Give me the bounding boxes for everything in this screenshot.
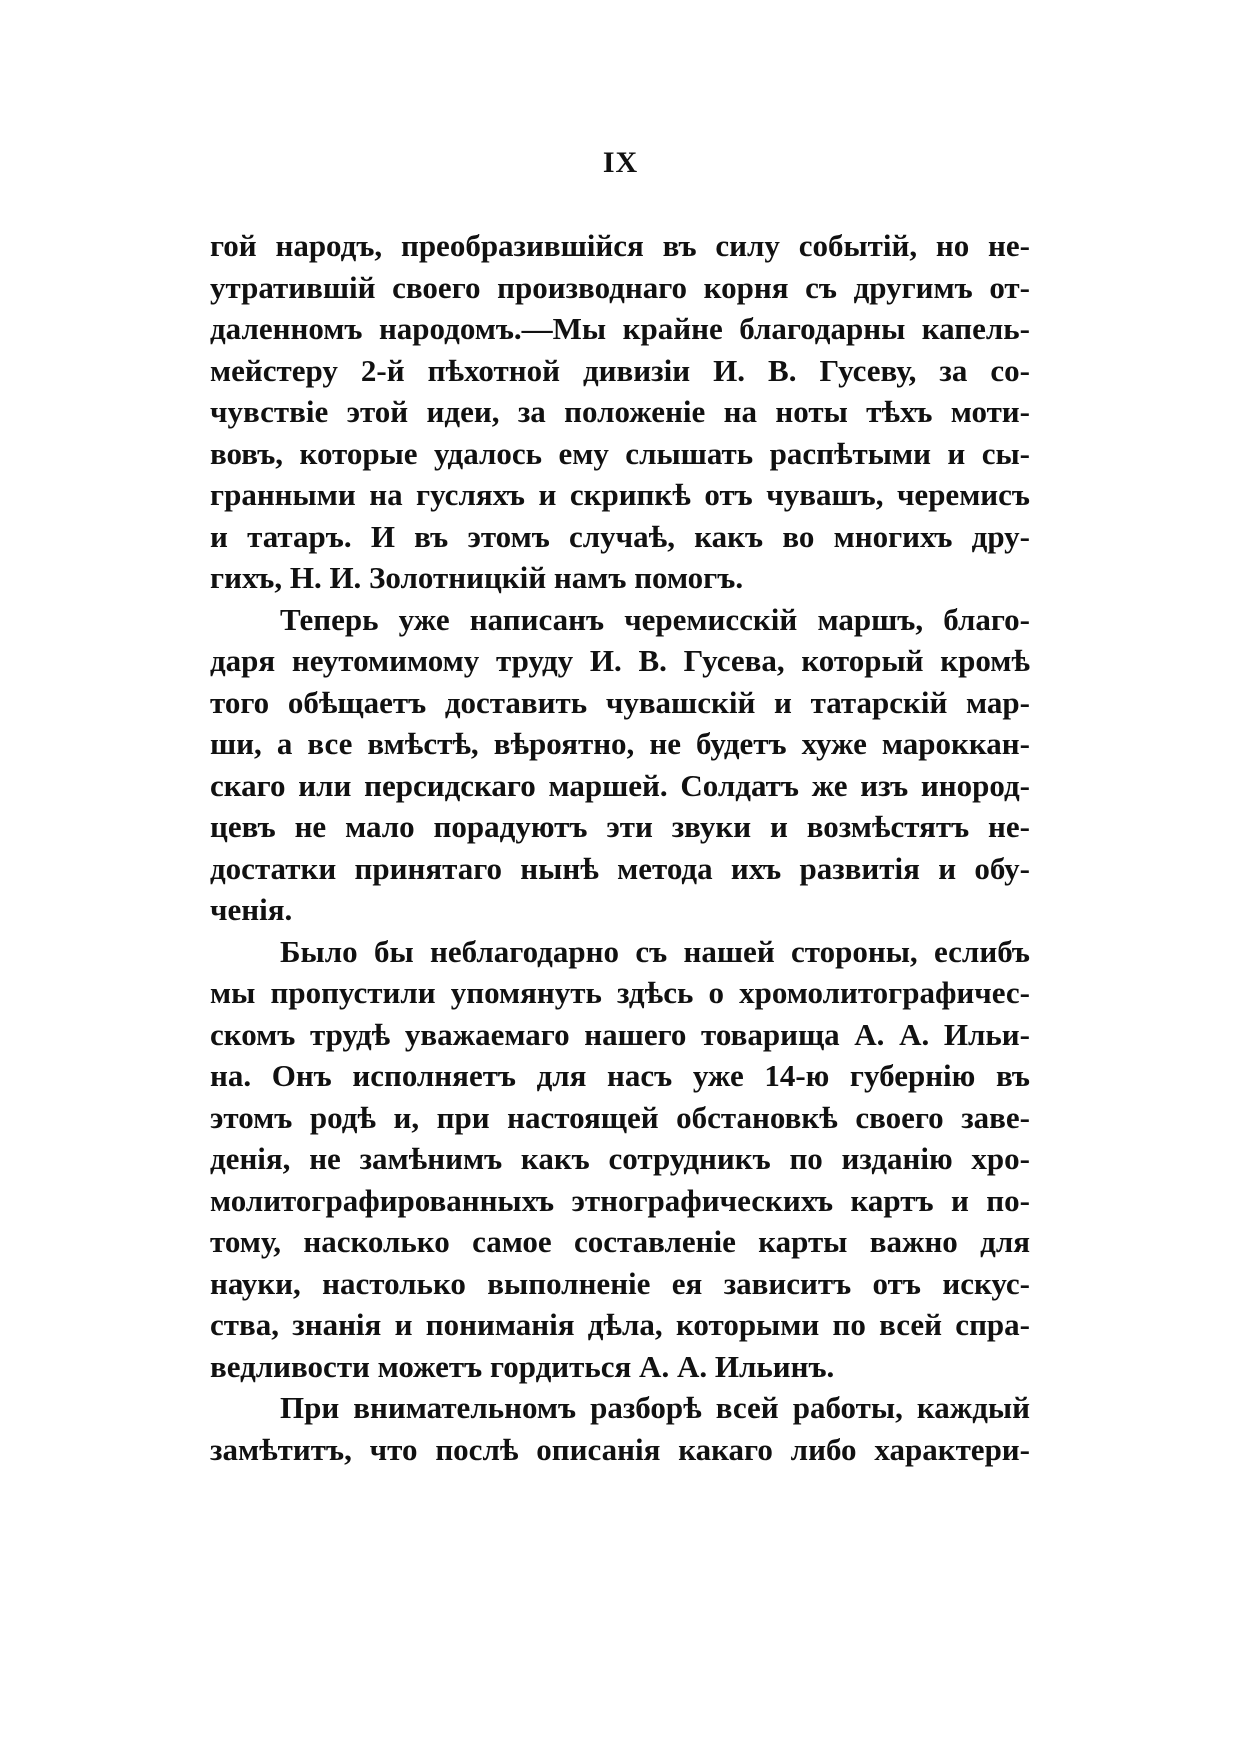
text-line: даленномъ народомъ.—Мы крайне благодарны капель-: [210, 311, 1030, 346]
text-line: ченія.: [210, 892, 293, 927]
text-line: ства, знанія и пониманія дѣла, которыми по всей спра-: [210, 1307, 1030, 1342]
text-line: гихъ, Н. И. Золотницкій намъ помогъ.: [210, 560, 744, 595]
text-line: гой народъ, преобразившійся въ силу событій, но не-: [210, 228, 1030, 263]
text-line: скомъ трудѣ уважаемаго нашего товарища А. А. Ильи-: [210, 1016, 1030, 1052]
text-line: мейстеру 2-й пѣхотной дивизіи И. В. Гусеву, за со-: [210, 352, 1030, 388]
text-line: денія, не замѣнимъ какъ сотрудникъ по изданію хро-: [210, 1141, 1030, 1176]
text-line: того обѣщаетъ доставить чувашскій и татарскій мар-: [210, 684, 1030, 720]
text-line: достатки принятаго нынѣ метода ихъ развитія и обу-: [210, 850, 1030, 886]
text-line: этомъ родѣ и, при настоящей обстановкѣ своего заве-: [210, 1099, 1030, 1135]
text-line: даря неутомимому труду И. В. Гусева, который кромѣ: [210, 643, 1030, 678]
paragraph-3: [210, 931, 1030, 1388]
paragraph-2: [210, 599, 1030, 931]
text-line: науки, настолько выполненіе ея зависитъ отъ искус-: [210, 1265, 1030, 1301]
text-line: При внимательномъ разборѣ всей работы, каждый: [280, 1390, 1030, 1425]
text-line: ведливости можетъ гордиться А. А. Ильинъ.: [210, 1348, 835, 1384]
text-line: цевъ не мало порадуютъ эти звуки и возмѣстятъ не-: [210, 809, 1030, 844]
text-line: чувствіе этой идеи, за положеніе на ноты тѣхъ моти-: [210, 394, 1030, 429]
paragraph-4: [210, 1387, 1030, 1470]
text-line: Было бы неблагодарно съ нашей стороны, еслибъ: [280, 933, 1030, 969]
text-line: и татаръ. И въ этомъ случаѣ, какъ во многихъ дру-: [210, 518, 1030, 554]
text-line: на. Онъ исполняетъ для насъ уже 14-ю губернію въ: [210, 1058, 1030, 1093]
text-line: мы пропустили упомянуть здѣсь о хромолитографичес-: [210, 975, 1030, 1010]
paragraph-1: [210, 225, 1030, 599]
text-line: утратившій своего производнаго корня съ другимъ от-: [210, 269, 1030, 305]
page-number: IX: [602, 146, 639, 179]
text-line: молитографированныхъ этнографическихъ картъ и по-: [210, 1182, 1030, 1218]
text-line: вовъ, которые удалось ему слышать распѣтыми и сы-: [210, 435, 1030, 471]
text-line: тому, насколько самое составленіе карты важно для: [210, 1224, 1030, 1259]
text-line: скаго или персидскаго маршей. Солдатъ же изъ инород-: [210, 767, 1030, 803]
body-text: [210, 225, 1030, 1470]
text-line: замѣтитъ, что послѣ описанія какаго либо характери-: [210, 1431, 1030, 1467]
text-line: ши, а все вмѣстѣ, вѣроятно, не будетъ хуже мароккан-: [210, 726, 1030, 761]
text-line: гранными на гусляхъ и скрипкѣ отъ чувашъ, черемисъ: [210, 477, 1030, 512]
text-line: Теперь уже написанъ черемисскій маршъ, благо-: [280, 601, 1030, 637]
